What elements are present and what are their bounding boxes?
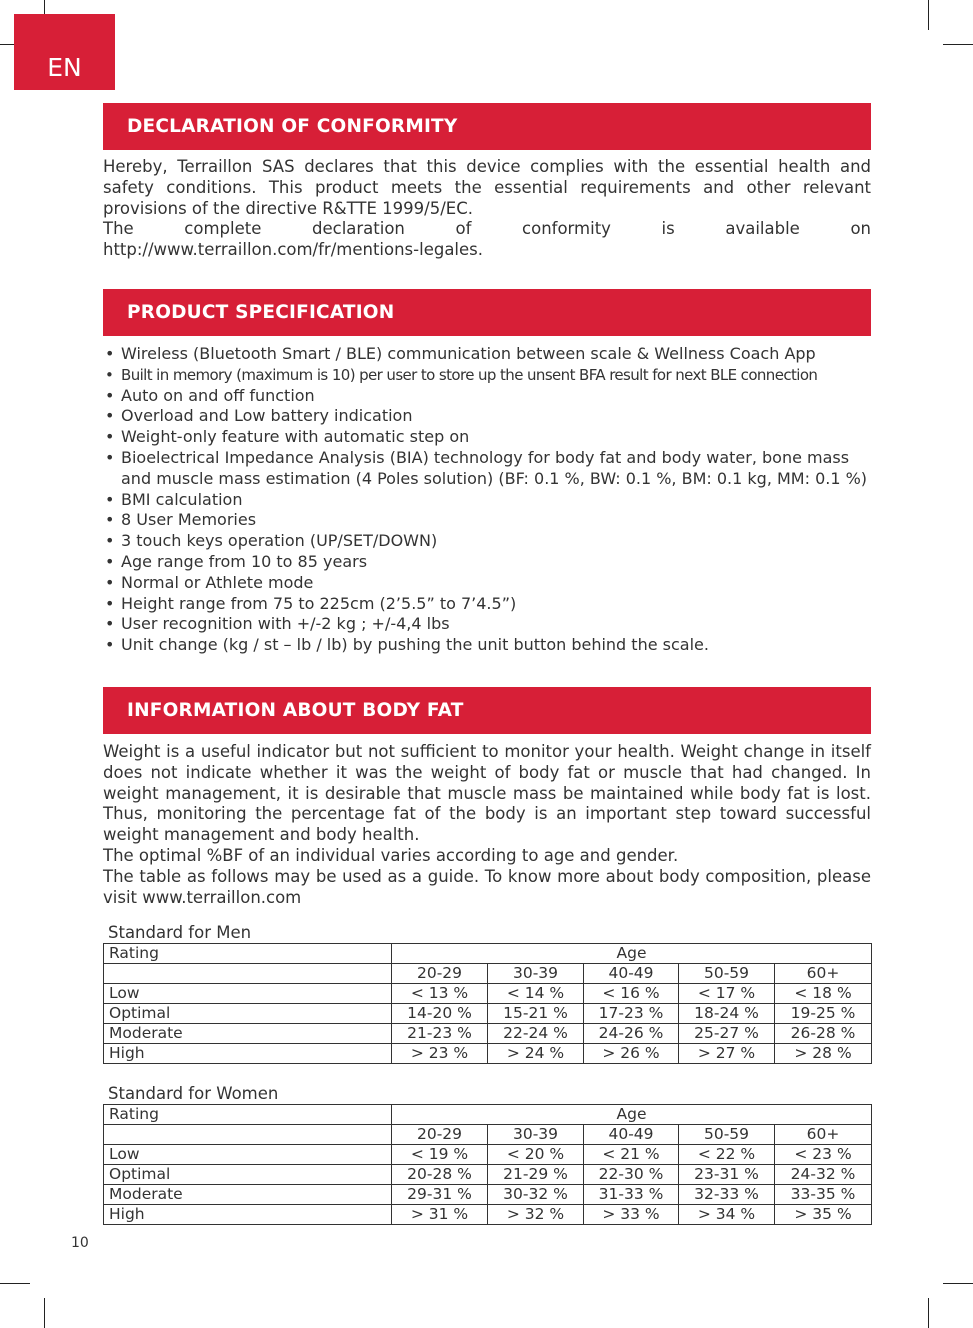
value-cell: 14-20 %: [392, 1004, 488, 1024]
value-cell: < 19 %: [392, 1145, 488, 1165]
language-tab: EN: [14, 14, 115, 90]
section-heading-specification: PRODUCT SPECIFICATION: [103, 289, 871, 336]
bullet-icon: •: [105, 635, 115, 655]
value-cell: 26-28 %: [775, 1024, 872, 1044]
spec-list-item: [103, 614, 871, 635]
specification-list: [103, 344, 871, 656]
value-cell: > 31 %: [392, 1205, 488, 1225]
rating-label-cell: Low: [104, 984, 392, 1004]
bullet-icon: •: [105, 551, 115, 571]
value-cell: < 22 %: [679, 1145, 775, 1165]
age-group-cell: 20-29: [392, 1125, 488, 1145]
value-cell: 18-24 %: [679, 1004, 775, 1024]
spec-list-item: [103, 573, 871, 594]
value-cell: < 14 %: [488, 984, 584, 1004]
spec-item-text: Wireless (Bluetooth Smart / BLE) communication between scale & Wellness Coach App: [121, 344, 816, 363]
rating-label-cell: Moderate: [104, 1024, 392, 1044]
crop-mark: [44, 1298, 45, 1328]
age-group-cell: 50-59: [679, 964, 775, 984]
spec-list-item: [103, 552, 871, 573]
table-row: [104, 1024, 872, 1044]
spec-list-item: [103, 365, 871, 386]
body-fat-table-men: [103, 943, 872, 1064]
age-group-cell: 40-49: [584, 964, 679, 984]
spec-item-text: Bioelectrical Impedance Analysis (BIA) technology for body fat and body water, bone mass and muscle mass estimation (4 Poles solution) (BF: 0.1 %, BW: 0.1 %, BM: 0.1 kg, MM: 0.1 %): [121, 447, 868, 488]
age-group-cell: 50-59: [679, 1125, 775, 1145]
value-cell: < 18 %: [775, 984, 872, 1004]
crop-mark: [943, 1283, 973, 1284]
rating-label-cell: Moderate: [104, 1185, 392, 1205]
rating-label-cell: Optimal: [104, 1004, 392, 1024]
spec-item-text: 8 User Memories: [121, 510, 257, 530]
spec-list-item: [103, 490, 871, 511]
value-cell: 21-23 %: [392, 1024, 488, 1044]
table-header-row: [104, 1105, 872, 1125]
body-fat-paragraph: The optimal %BF of an individual varies according to age and gender.: [103, 845, 679, 865]
table-row: [104, 984, 872, 1004]
table-row: [104, 1205, 872, 1225]
spec-item-text: 3 touch keys operation (UP/SET/DOWN): [121, 531, 438, 551]
table-age-row: [104, 1125, 872, 1145]
bullet-icon: •: [105, 406, 115, 426]
crop-mark: [943, 44, 973, 45]
table-row: [104, 1044, 872, 1064]
value-cell: > 34 %: [679, 1205, 775, 1225]
age-header: Age: [392, 944, 872, 964]
value-cell: > 35 %: [775, 1205, 872, 1225]
value-cell: 31-33 %: [584, 1185, 679, 1205]
crop-mark: [928, 0, 929, 30]
age-group-cell: 30-39: [488, 1125, 584, 1145]
value-cell: 32-33 %: [679, 1185, 775, 1205]
page-number: 10: [71, 1235, 89, 1251]
body-fat-paragraph: The table as follows may be used as a guide. To know more about body composition, please visit www.terraillon.com: [103, 866, 871, 907]
spec-item-text: Normal or Athlete mode: [121, 572, 314, 592]
value-cell: > 33 %: [584, 1205, 679, 1225]
spec-list-item: [103, 531, 871, 552]
value-cell: > 26 %: [584, 1044, 679, 1064]
value-cell: > 28 %: [775, 1044, 872, 1064]
section-heading-body-fat: INFORMATION ABOUT BODY FAT: [103, 687, 871, 734]
table-row: [104, 1165, 872, 1185]
bullet-icon: •: [105, 531, 115, 551]
table-row: [104, 1185, 872, 1205]
value-cell: < 17 %: [679, 984, 775, 1004]
value-cell: 22-24 %: [488, 1024, 584, 1044]
value-cell: < 21 %: [584, 1145, 679, 1165]
age-header: Age: [392, 1105, 872, 1125]
table-row: [104, 1004, 872, 1024]
table-row: [104, 1145, 872, 1165]
value-cell: 33-35 %: [775, 1185, 872, 1205]
spec-item-text: Height range from 75 to 225cm (2’5.5” to 7’4.5”): [121, 593, 517, 613]
value-cell: 17-23 %: [584, 1004, 679, 1024]
table-age-row: [104, 964, 872, 984]
value-cell: < 16 %: [584, 984, 679, 1004]
value-cell: 20-28 %: [392, 1165, 488, 1185]
body-fat-paragraph: Weight is a useful indicator but not sufficient to monitor your health. Weight change in itself does not indicate whether it was the weight of body fat or muscle that had changed. In weight management, it is desirable that muscle mass be maintained while body fat is lost. Thus, monitoring the percentage fat of the body is an important step toward successful weight management and body health.: [103, 742, 871, 845]
spec-item-text: BMI calculation: [121, 489, 243, 509]
empty-cell: [104, 964, 392, 984]
bullet-icon: •: [105, 447, 115, 467]
bullet-icon: •: [105, 572, 115, 592]
spec-item-text: Unit change (kg / st – lb / lb) by pushing the unit button behind the scale.: [121, 635, 709, 655]
rating-label-cell: High: [104, 1205, 392, 1225]
spec-item-text: Weight-only feature with automatic step on: [121, 427, 470, 447]
bullet-icon: •: [105, 344, 115, 363]
rating-header: Rating: [104, 944, 392, 964]
age-group-cell: 20-29: [392, 964, 488, 984]
bullet-icon: •: [105, 385, 115, 405]
spec-list-item: [103, 386, 871, 407]
bullet-icon: •: [105, 489, 115, 509]
table-header-row: [104, 944, 872, 964]
spec-list-item: [103, 635, 871, 656]
spec-list-item: [103, 594, 871, 615]
rating-label-cell: Optimal: [104, 1165, 392, 1185]
spec-list-item: [103, 406, 871, 427]
value-cell: 30-32 %: [488, 1185, 584, 1205]
value-cell: 19-25 %: [775, 1004, 872, 1024]
value-cell: 21-29 %: [488, 1165, 584, 1185]
spec-list-item: [103, 427, 871, 448]
value-cell: 24-32 %: [775, 1165, 872, 1185]
value-cell: 29-31 %: [392, 1185, 488, 1205]
rating-header: Rating: [104, 1105, 392, 1125]
value-cell: 25-27 %: [679, 1024, 775, 1044]
spec-list-item: [103, 344, 871, 365]
value-cell: 24-26 %: [584, 1024, 679, 1044]
value-cell: 22-30 %: [584, 1165, 679, 1185]
rating-label-cell: Low: [104, 1145, 392, 1165]
empty-cell: [104, 1125, 392, 1145]
age-group-cell: 40-49: [584, 1125, 679, 1145]
rating-label-cell: High: [104, 1044, 392, 1064]
spec-item-text: Age range from 10 to 85 years: [121, 551, 368, 571]
declaration-paragraph: The complete declaration of conformity is available on http://www.terraillon.com/fr/mentions-legales.: [103, 219, 871, 260]
value-cell: > 23 %: [392, 1044, 488, 1064]
age-group-cell: 60+: [775, 964, 872, 984]
value-cell: 23-31 %: [679, 1165, 775, 1185]
value-cell: > 27 %: [679, 1044, 775, 1064]
spec-list-item: [103, 448, 871, 490]
body-fat-table-women: [103, 1104, 872, 1225]
value-cell: 15-21 %: [488, 1004, 584, 1024]
value-cell: < 20 %: [488, 1145, 584, 1165]
spec-item-text: Overload and Low battery indication: [121, 406, 413, 426]
crop-mark: [928, 1298, 929, 1328]
value-cell: > 32 %: [488, 1205, 584, 1225]
section-heading-declaration: DECLARATION OF CONFORMITY: [103, 103, 871, 150]
bullet-icon: •: [105, 427, 115, 447]
value-cell: < 13 %: [392, 984, 488, 1004]
crop-mark: [0, 1283, 30, 1284]
age-group-cell: 60+: [775, 1125, 872, 1145]
age-group-cell: 30-39: [488, 964, 584, 984]
declaration-paragraph: Hereby, Terraillon SAS declares that this device complies with the essential health and safety conditions. This product meets the essential requirements and other relevant provisions of the directive R&TTE 1999/5/EC.: [103, 157, 871, 218]
table-caption-men: Standard for Men: [108, 923, 252, 942]
declaration-text: [103, 157, 871, 261]
body-fat-text: [103, 742, 871, 908]
bullet-icon: •: [105, 614, 115, 634]
bullet-icon: •: [105, 365, 114, 384]
bullet-icon: •: [105, 593, 115, 613]
spec-item-text: User recognition with +/-2 kg ; +/-4,4 lbs: [121, 614, 450, 634]
spec-item-text: Auto on and off function: [121, 385, 315, 405]
table-caption-women: Standard for Women: [108, 1084, 279, 1103]
value-cell: < 23 %: [775, 1145, 872, 1165]
value-cell: > 24 %: [488, 1044, 584, 1064]
spec-list-item: [103, 510, 871, 531]
bullet-icon: •: [105, 510, 115, 530]
spec-item-text: Built in memory (maximum is 10) per user to store up the unsent BFA result for next BLE connection: [121, 365, 818, 384]
